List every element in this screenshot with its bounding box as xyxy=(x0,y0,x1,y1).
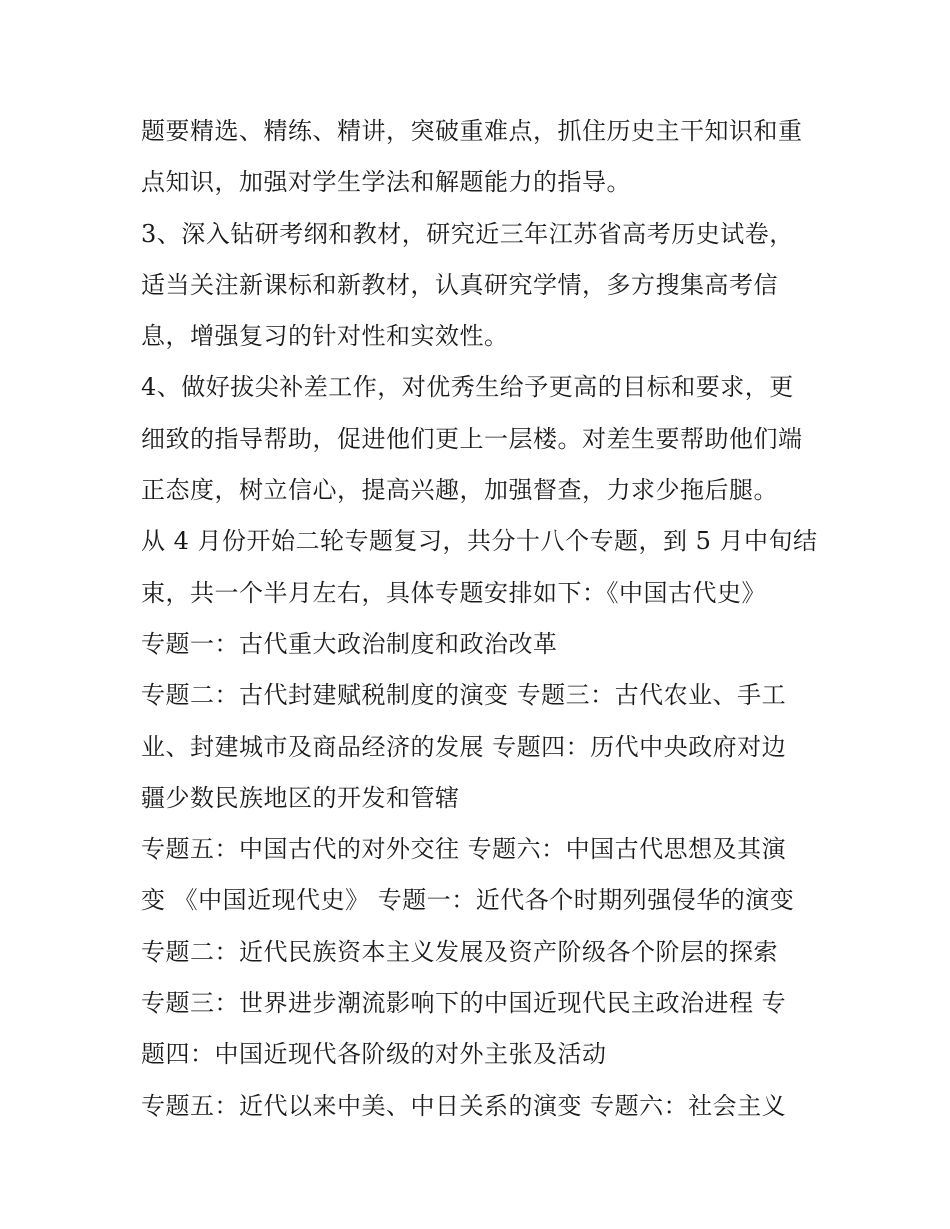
text-line: 专题五：近代以来中美、中日关系的演变 专题六：社会主义 xyxy=(141,1091,787,1120)
text-line: 息，增强复习的针对性和实效性。 xyxy=(141,322,509,351)
text-line: 疆少数民族地区的开发和管辖 xyxy=(141,783,460,812)
text-line: 题要精选、精练、精讲，突破重难点，抓住历史主干知识和重 xyxy=(141,117,803,145)
text-line: 题四：中国近现代各阶级的对外主张及活动 xyxy=(141,1040,607,1069)
text-line: 点知识，加强对学生学法和解题能力的指导。 xyxy=(141,168,631,197)
text-line: 3、深入钻研考纲和教材，研究近三年江苏省高考历史试卷， xyxy=(141,219,794,248)
text-line: 专题三：世界进步潮流影响下的中国近现代民主政治进程 专 xyxy=(141,989,787,1018)
body-text xyxy=(141,106,821,1132)
text-line: 从 4 月份开始二轮专题复习，共分十八个专题，到 5 月中旬结 xyxy=(141,527,818,556)
text-line: 正态度，树立信心，提高兴趣，加强督查，力求少拖后腿。 xyxy=(141,476,778,505)
text-line: 业、封建城市及商品经济的发展 专题四：历代中央政府对边 xyxy=(141,732,787,761)
text-line: 适当关注新课标和新教材，认真研究学情，多方搜集高考信 xyxy=(141,270,778,299)
text-line: 专题一：古代重大政治制度和政治改革 xyxy=(141,629,558,658)
text-line: 变 《中国近现代史》 专题一：近代各个时期列强侵华的演变 xyxy=(141,886,795,915)
text-line: 束，共一个半月左右，具体专题安排如下：《中国古代史》 xyxy=(141,578,766,607)
text-line: 细致的指导帮助，促进他们更上一层楼。对差生要帮助他们端 xyxy=(141,424,803,453)
text-line: 4、做好拔尖补差工作，对优秀生给予更高的目标和要求，更 xyxy=(141,373,794,402)
text-line: 专题二：古代封建赋税制度的演变 专题三：古代农业、手工 xyxy=(141,681,787,710)
text-line: 专题五：中国古代的对外交往 专题六：中国古代思想及其演 xyxy=(141,835,787,864)
text-line: 专题二：近代民族资本主义发展及资产阶级各个阶层的探索 xyxy=(141,937,778,966)
